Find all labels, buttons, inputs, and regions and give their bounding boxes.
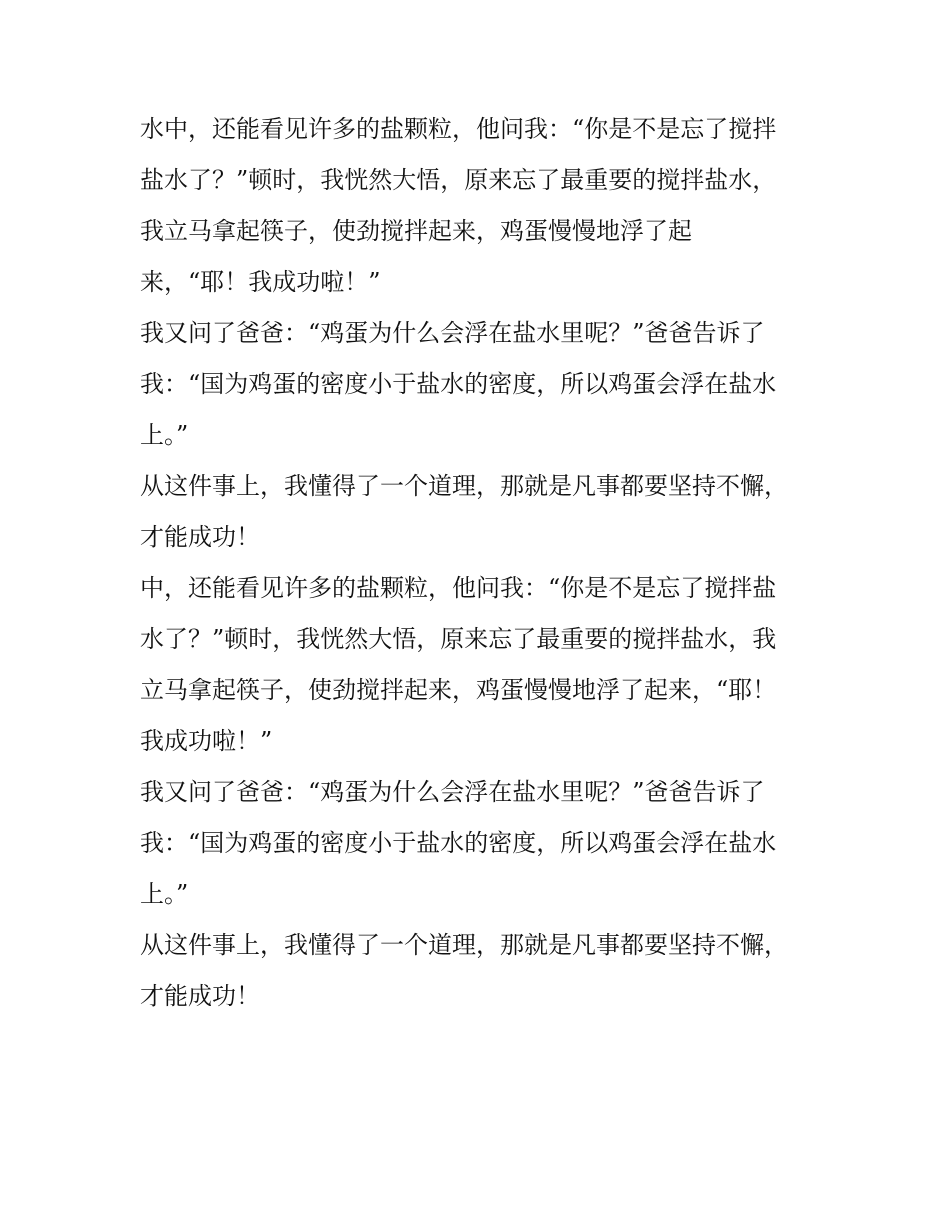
text-line: 我：“国为鸡蛋的密度小于盐水的密度，所以鸡蛋会浮在盐水	[140, 829, 777, 857]
text-line: 我立马拿起筷子，使劲搅拌起来，鸡蛋慢慢地浮了起	[140, 217, 692, 245]
text-line: 上。”	[140, 421, 189, 449]
text-line: 中，还能看见许多的盐颗粒，他问我：“你是不是忘了搅拌盐	[140, 574, 777, 602]
text-line: 立马拿起筷子，使劲搅拌起来，鸡蛋慢慢地浮了起来，“耶！	[140, 676, 777, 704]
text-line: 水中，还能看见许多的盐颗粒，他问我：“你是不是忘了搅拌	[140, 115, 777, 143]
text-line: 从这件事上，我懂得了一个道理，那就是凡事都要坚持不懈，	[140, 472, 788, 500]
text-line: 水了？”顿时，我恍然大悟，原来忘了最重要的搅拌盐水，我	[140, 625, 777, 653]
document-body	[140, 104, 820, 1022]
text-line: 从这件事上，我懂得了一个道理，那就是凡事都要坚持不懈，	[140, 931, 788, 959]
text-line: 才能成功！	[140, 982, 260, 1010]
text-line: 我又问了爸爸：“鸡蛋为什么会浮在盐水里呢？”爸爸告诉了	[140, 778, 765, 806]
text-line: 我成功啦！”	[140, 727, 273, 755]
text-line: 我：“国为鸡蛋的密度小于盐水的密度，所以鸡蛋会浮在盐水	[140, 370, 777, 398]
text-line: 盐水了？”顿时，我恍然大悟，原来忘了最重要的搅拌盐水，	[140, 166, 777, 194]
text-line: 我又问了爸爸：“鸡蛋为什么会浮在盐水里呢？”爸爸告诉了	[140, 319, 765, 347]
text-line: 上。”	[140, 880, 189, 908]
text-line: 来，“耶！我成功啦！”	[140, 268, 381, 296]
text-line: 才能成功！	[140, 523, 260, 551]
